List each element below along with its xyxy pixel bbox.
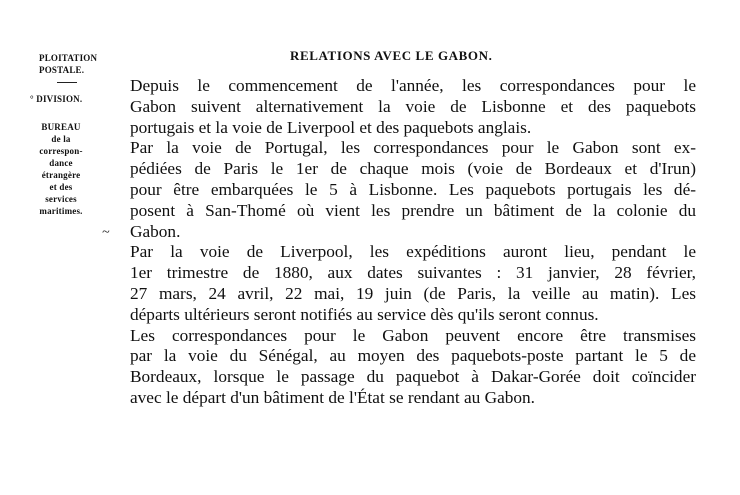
paragraph (110, 138, 696, 242)
margin-heading-line-2: POSTALE. (39, 65, 85, 75)
text-line: par la voie du Sénégal, au moyen des paquebots-poste partant le 5 de (130, 346, 696, 366)
text-line: 27 mars, 24 avril, 22 mai, 19 juin (de Paris, la veille au matin). Les (130, 283, 696, 303)
margin-division: ° DIVISION. (30, 94, 83, 104)
margin-bureau (32, 121, 90, 217)
margin-bureau-line: correspon- (39, 146, 83, 156)
paragraph (110, 326, 696, 409)
text-line: pédiées de Paris le 1er de chaque mois (voie de Bordeaux et d'Irun) (130, 159, 696, 179)
margin-bureau-line: et des (49, 182, 73, 192)
paragraph (110, 76, 696, 138)
page-title: RELATIONS AVEC LE GABON. (290, 48, 493, 63)
margin-bureau-line: dance (49, 158, 73, 168)
margin-rule (57, 82, 77, 83)
text-line: 1er trimestre de 1880, aux dates suivantes : 31 janvier, 28 février, (130, 263, 696, 283)
text-line: Gabon. (130, 221, 181, 241)
margin-bureau-line: étrangère (41, 170, 81, 180)
text-line: portugais et la voie de Liverpool et des paquebots anglais. (130, 117, 532, 137)
margin-bureau-line: BUREAU (41, 122, 81, 132)
margin-tilde: ~ (102, 225, 110, 240)
text-line: Par la voie de Liverpool, les expéditions auront lieu, pendant le (130, 242, 696, 262)
text-line: Les correspondances pour le Gabon peuvent encore être transmises (130, 325, 696, 345)
margin-heading-line-1: PLOITATION (39, 53, 98, 63)
text-line: Gabon suivent alternativement la voie de Lisbonne et des paquebots (130, 96, 696, 116)
text-line: avec le départ d'un bâtiment de l'État se rendant au Gabon. (130, 387, 535, 407)
margin-section-heading (39, 52, 119, 76)
text-line: Depuis le commencement de l'année, les correspondances pour le (130, 76, 696, 95)
text-line: Bordeaux, lorsque le passage du paquebot à Dakar-Gorée doit coïncider (130, 367, 696, 387)
margin-bureau-line: services (45, 194, 77, 204)
text-line: départs ultérieurs seront notifiés au service dès qu'ils seront connus. (130, 304, 599, 324)
paragraph (110, 242, 696, 325)
margin-bureau-line: maritimes. (39, 206, 83, 216)
margin-bureau-line: de la (51, 134, 71, 144)
body-text (110, 76, 696, 409)
text-line: Par la voie de Portugal, les correspondances pour le Gabon sont ex- (130, 138, 696, 158)
text-line: posent à San-Thomé où vient les prendre un bâtiment de la colonie du (130, 200, 696, 220)
text-line: pour être embarquées le 5 à Lisbonne. Les paquebots portugais les dé- (130, 179, 696, 199)
